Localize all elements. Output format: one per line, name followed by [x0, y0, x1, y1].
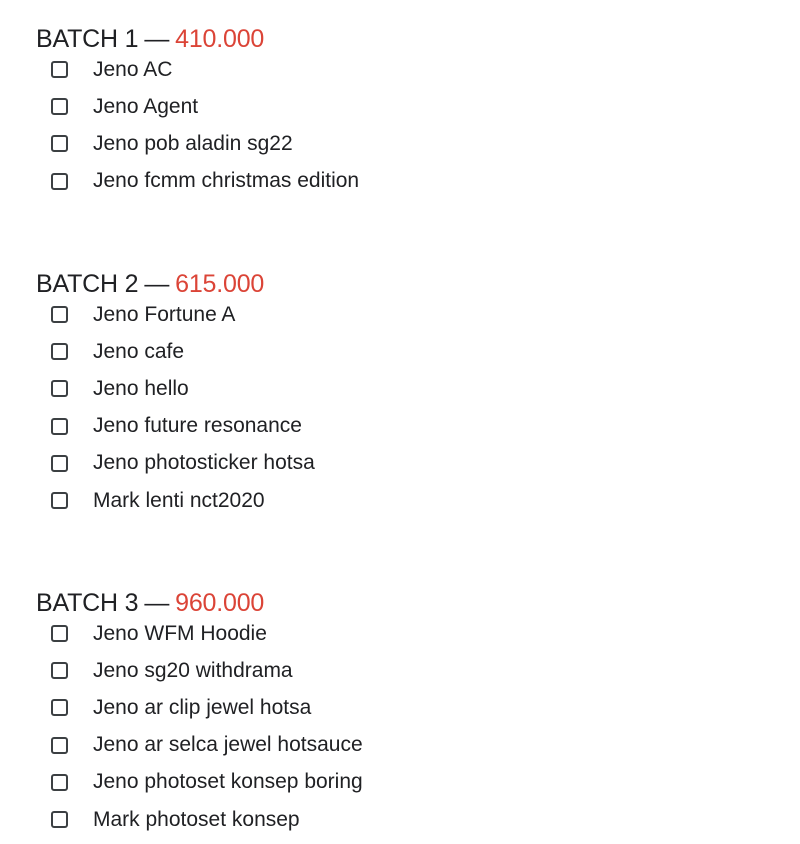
checkbox[interactable]	[51, 173, 68, 190]
checklist-item[interactable]	[0, 163, 800, 200]
checklist-item[interactable]	[0, 689, 800, 726]
batch-2-price: 615.000	[175, 270, 265, 298]
checklist-item[interactable]	[0, 727, 800, 764]
checklist-item-label: Jeno pob aladin sg22	[93, 131, 293, 155]
checklist-item-label: Jeno Agent	[93, 94, 199, 118]
checklist-item-label: Jeno AC	[93, 57, 173, 81]
batch-1-dash: —	[144, 25, 170, 53]
checklist-item[interactable]	[0, 88, 800, 125]
checklist-item[interactable]	[0, 801, 800, 838]
batch-2-title: BATCH 2	[36, 270, 139, 298]
checklist-item[interactable]	[0, 51, 800, 88]
checkbox[interactable]	[51, 737, 68, 754]
checklist-item[interactable]	[0, 615, 800, 652]
checkbox[interactable]	[51, 625, 68, 642]
checklist-item-label: Jeno hello	[93, 376, 189, 400]
batch-1-price: 410.000	[175, 25, 265, 53]
checkbox[interactable]	[51, 811, 68, 828]
checkbox[interactable]	[51, 662, 68, 679]
checkbox[interactable]	[51, 418, 68, 435]
checklist-item[interactable]	[0, 652, 800, 689]
checklist-item[interactable]	[0, 370, 800, 407]
batch-3-title: BATCH 3	[36, 589, 139, 617]
checkbox[interactable]	[51, 455, 68, 472]
checkbox[interactable]	[51, 61, 68, 78]
checklist-item-label: Jeno fcmm christmas edition	[93, 169, 360, 193]
checkbox[interactable]	[51, 343, 68, 360]
checkbox[interactable]	[51, 135, 68, 152]
checklist-item[interactable]	[0, 764, 800, 801]
checklist-item[interactable]	[0, 482, 800, 519]
checklist-item-label: Jeno sg20 withdrama	[93, 658, 293, 682]
batch-3-checklist	[0, 615, 800, 838]
checklist-item-label: Jeno WFM Hoodie	[93, 621, 267, 645]
batch-1-checklist	[0, 51, 800, 200]
checklist-item[interactable]	[0, 296, 800, 333]
checklist-item-label: Jeno photosticker hotsa	[93, 451, 315, 475]
batch-2-dash: —	[144, 270, 170, 298]
batch-1-title: BATCH 1	[36, 25, 139, 53]
checkbox[interactable]	[51, 306, 68, 323]
checklist-item[interactable]	[0, 125, 800, 162]
batch-1-section	[0, 22, 800, 200]
checkbox[interactable]	[51, 492, 68, 509]
checkbox[interactable]	[51, 774, 68, 791]
checklist-item-label: Mark photoset konsep	[93, 807, 300, 831]
batch-3-dash: —	[144, 589, 170, 617]
checklist-item-label: Jeno Fortune A	[93, 302, 236, 326]
checklist-item-label: Jeno ar selca jewel hotsauce	[93, 733, 363, 757]
checklist-item-label: Jeno ar clip jewel hotsa	[93, 695, 312, 719]
checklist-item-label: Mark lenti nct2020	[93, 488, 265, 512]
batch-2-section	[0, 267, 800, 519]
checkbox[interactable]	[51, 699, 68, 716]
batch-3-section	[0, 586, 800, 838]
checklist-item-label: Jeno future resonance	[93, 414, 302, 438]
checklist-item-label: Jeno cafe	[93, 339, 185, 363]
checklist-item[interactable]	[0, 408, 800, 445]
batch-3-price: 960.000	[175, 589, 265, 617]
checklist-item[interactable]	[0, 333, 800, 370]
batch-2-checklist	[0, 296, 800, 519]
checklist-item[interactable]	[0, 445, 800, 482]
checklist-item-label: Jeno photoset konsep boring	[93, 770, 363, 794]
checkbox[interactable]	[51, 98, 68, 115]
checkbox[interactable]	[51, 380, 68, 397]
